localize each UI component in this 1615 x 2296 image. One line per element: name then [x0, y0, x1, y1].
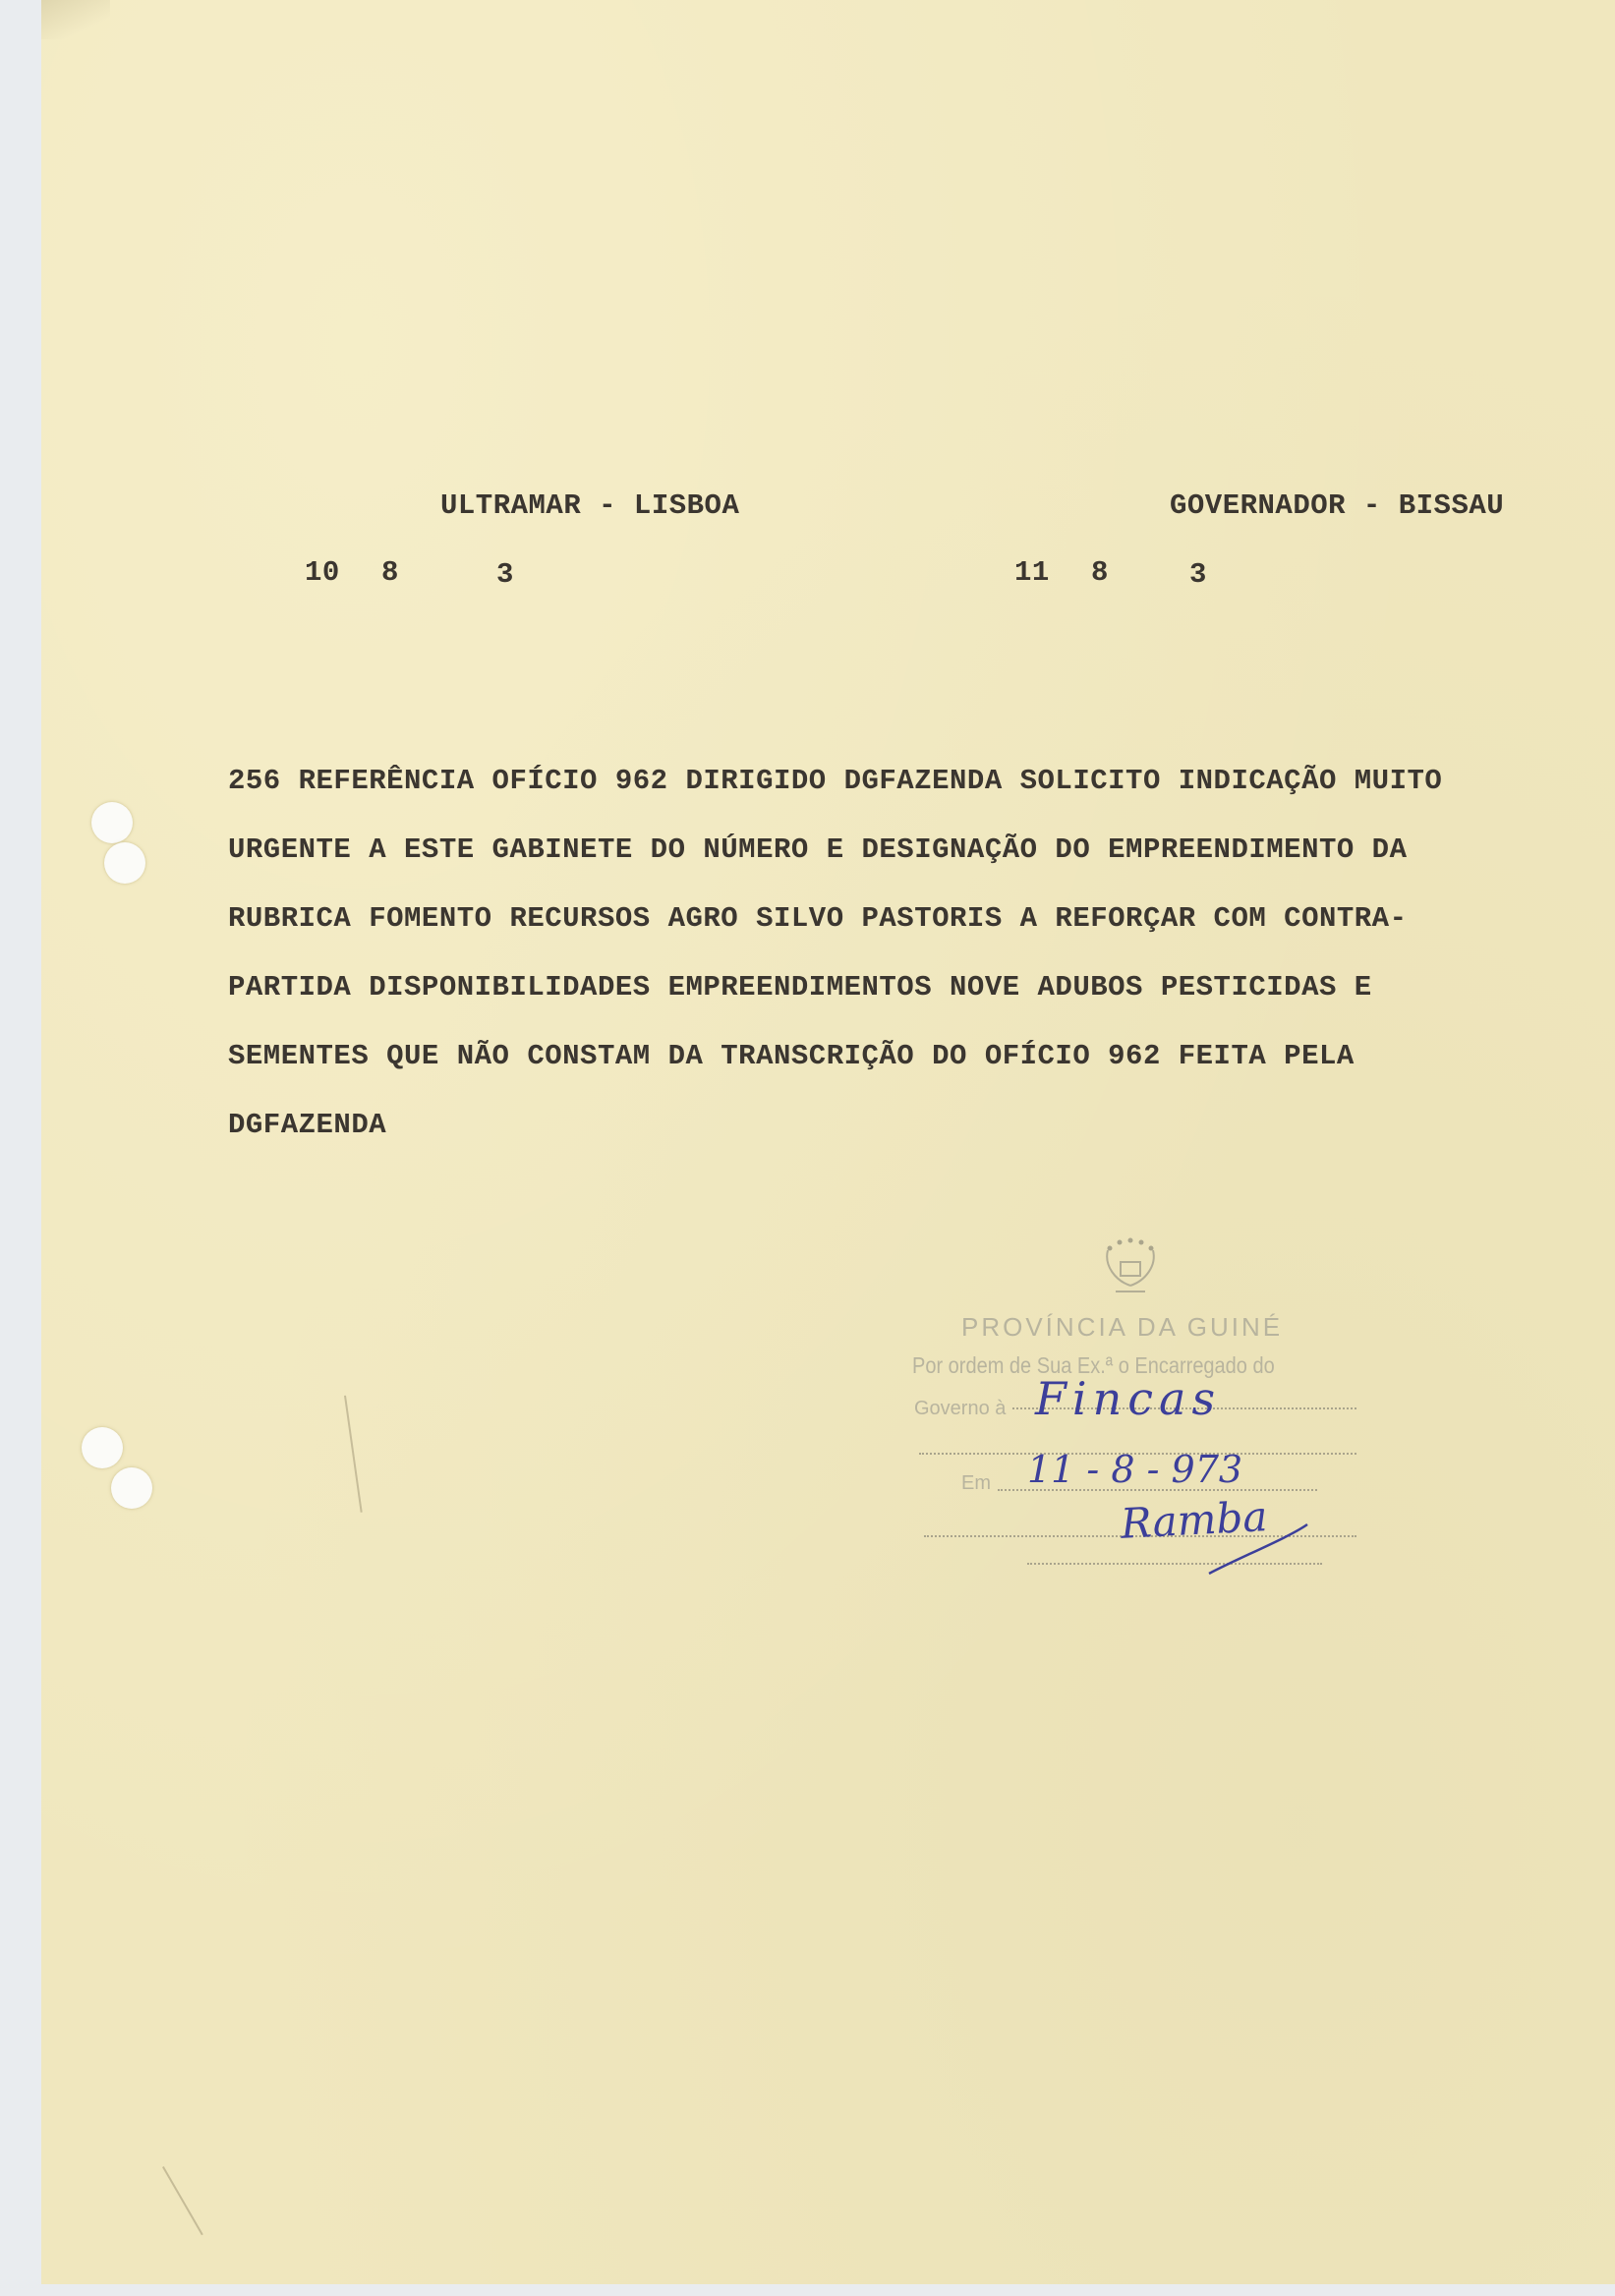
punch-hole: [91, 802, 133, 843]
stamp-title: PROVÍNCIA DA GUINÉ: [961, 1312, 1284, 1342]
stamp-date-prefix: Em: [961, 1472, 991, 1494]
punch-hole: [111, 1467, 152, 1509]
sent-year: 3: [496, 558, 514, 591]
sent-day: 10: [305, 556, 340, 589]
body-line: URGENTE A ESTE GABINETE DO NÚMERO E DESIGNAÇÃO DO EMPREENDIMENTO DA: [228, 833, 1408, 866]
received-year: 3: [1189, 558, 1207, 591]
handwritten-date: 11 - 8 - 973: [1027, 1448, 1243, 1491]
received-month: 8: [1091, 556, 1109, 589]
sent-month: 8: [381, 556, 399, 589]
punch-hole: [82, 1427, 123, 1468]
punch-hole: [104, 842, 145, 884]
handwritten-signature: Ramba: [1119, 1492, 1269, 1548]
handwritten-recipient: Fincas: [1035, 1372, 1222, 1425]
folded-corner: [41, 0, 110, 39]
body-line: SEMENTES QUE NÃO CONSTAM DA TRANSCRIÇÃO DO OFÍCIO 962 FEITA PELA: [228, 1040, 1355, 1072]
coat-of-arms-icon: [1086, 1236, 1175, 1295]
body-line: RUBRICA FOMENTO RECURSOS AGRO SILVO PASTORIS A REFORÇAR COM CONTRA-: [228, 902, 1408, 935]
body-line: DGFAZENDA: [228, 1109, 387, 1141]
signature-flourish-icon: [1199, 1519, 1327, 1578]
recipient-label: GOVERNADOR - BISSAU: [1170, 489, 1505, 522]
document-page: [41, 0, 1615, 2284]
stamp-line-2: Governo à: [914, 1398, 1007, 1419]
body-line: 256 REFERÊNCIA OFÍCIO 962 DIRIGIDO DGFAZENDA SOLICITO INDICAÇÃO MUITO: [228, 765, 1443, 797]
stamp-line-1: Por ordem de Sua Ex.ª o Encarregado do: [912, 1353, 1275, 1379]
body-line: PARTIDA DISPONIBILIDADES EMPREENDIMENTOS NOVE ADUBOS PESTICIDAS E: [228, 971, 1372, 1004]
received-day: 11: [1014, 556, 1050, 589]
sender-label: ULTRAMAR - LISBOA: [440, 489, 740, 522]
